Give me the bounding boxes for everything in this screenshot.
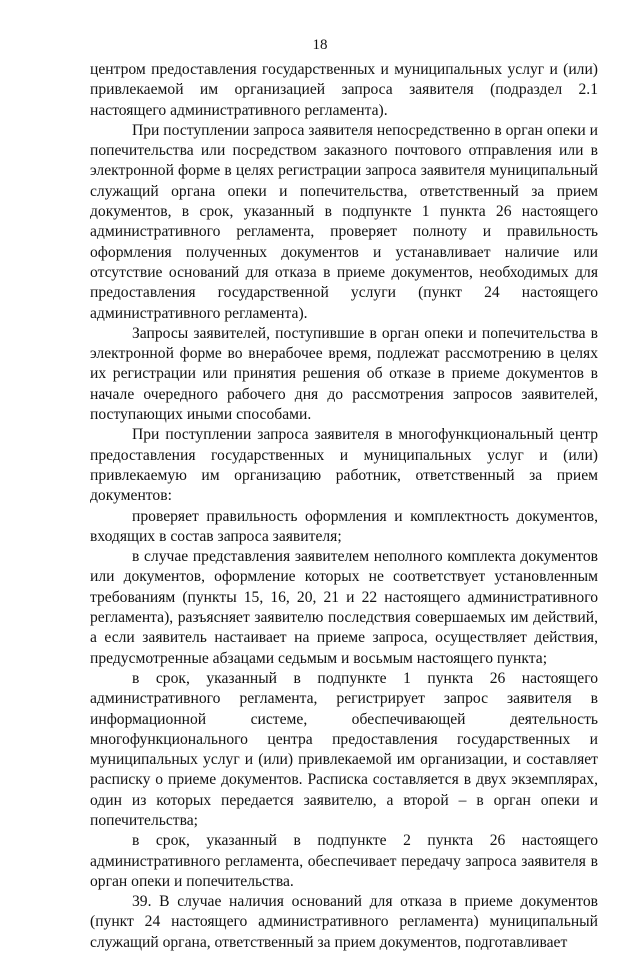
paragraph: центром предоставления государственных и муниципальных услуг и (или) привлекаемой им организацией запроса заявителя (подраздел 2.1 настоящего административного регламента).: [90, 61, 598, 119]
paragraph: Запросы заявителей, поступившие в орган опеки и попечительства в электронной форме во внерабочее время, подлежат рассмотрению в целях их регистрации или принятия решения об отказе в приеме документов в начале очередного рабочего дня до рассмотрения запросов заявителей, поступающих иными способами.: [90, 324, 598, 424]
paragraph: проверяет правильность оформления и комплектность документов, входящих в состав запроса заявителя;: [90, 507, 598, 545]
paragraph: в срок, указанный в подпункте 1 пункта 26 настоящего административного регламента, регистрирует запрос заявителя в информационной системе, обеспечивающей деятельность многофункционального центра предоставления государственных и муниципальных услуг и (или) привлекаемой им организации, и составляет расписку о приеме документов. Расписка составляется в двух экземплярах, один из которых передается заявителю, а второй – в орган опеки и попечительства;: [90, 669, 598, 829]
paragraph: в случае представления заявителем неполного комплекта документов или документов, оформление которых не соответствует установленным требованиям (пункты 15, 16, 20, 21 и 22 настоящего административного регламента), разъясняет заявителю последствия совершаемых им действий, а если заявитель настаивает на приеме запроса, осуществляет действия, предусмотренные абзацами седьмым и восьмым настоящего пункта;: [90, 548, 598, 667]
paragraph: При поступлении запроса заявителя непосредственно в орган опеки и попечительства или посредством заказного почтового отправления или в электронной форме в целях регистрации запроса заявителя муниципальный служащий органа опеки и попечительства, ответственный за прием документов, в срок, указанный в подпункте 1 пункта 26 настоящего административного регламента, проверяет полноту и правильность оформления полученных документов и устанавливает наличие или отсутствие оснований для отказа в приеме документов, необходимых для предоставления государственной услуги (пункт 24 настоящего административного регламента).: [90, 121, 598, 322]
paragraph: в срок, указанный в подпункте 2 пункта 26 настоящего административного регламента, обеспечивает передачу запроса заявителя в орган опеки и попечительства.: [90, 832, 598, 890]
paragraph: 39. В случае наличия оснований для отказа в приеме документов (пункт 24 настоящего административного регламента) муниципальный служащий органа, ответственный за прием документов, подготавливает: [90, 893, 598, 951]
page-number: 18: [312, 37, 328, 53]
document-body: [90, 60, 598, 953]
paragraph: При поступлении запроса заявителя в многофункциональный центр предоставления государственных и муниципальных услуг и (или) привлекаемую им организацию работник, ответственный за прием документов:: [90, 426, 598, 505]
